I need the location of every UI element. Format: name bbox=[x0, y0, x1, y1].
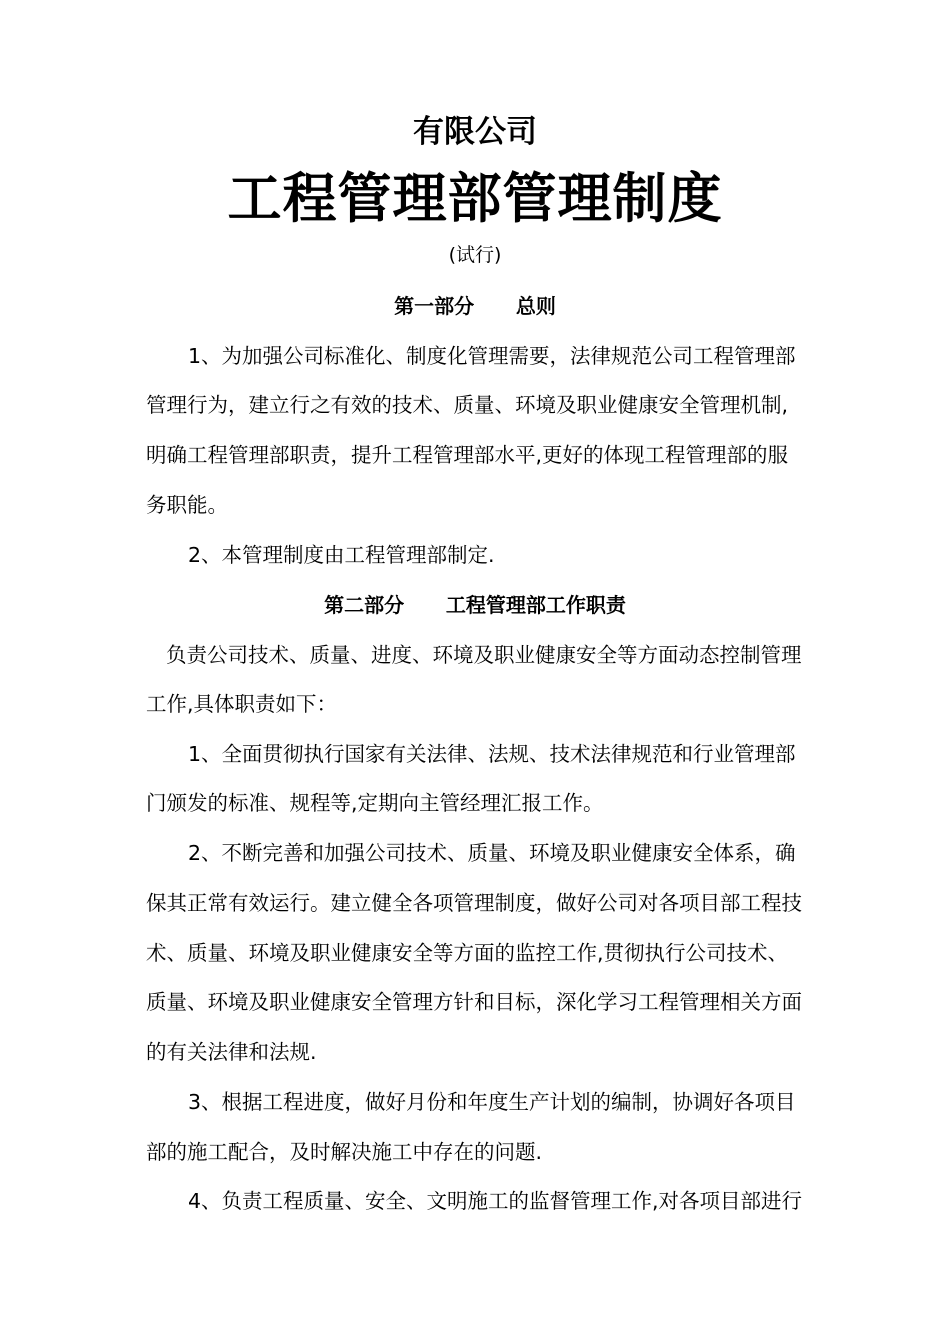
paragraph-line: 管理行为，建立行之有效的技术、质量、环境及职业健康安全管理机制, bbox=[146, 393, 789, 417]
paragraph-line: 1、全面贯彻执行国家有关法律、法规、技术法律规范和行业管理部 bbox=[188, 742, 796, 766]
paragraph-line: 3、根据工程进度，做好月份和年度生产计划的编制，协调好各项目 bbox=[188, 1090, 796, 1114]
paragraph-line: 1、为加强公司标准化、制度化管理需要，法律规范公司工程管理部 bbox=[188, 344, 796, 368]
part1-heading: 第一部分 总则 bbox=[394, 294, 556, 318]
paragraph-line: 保其正常有效运行。建立健全各项管理制度，做好公司对各项目部工程技 bbox=[146, 891, 802, 915]
paragraph-line: 的有关法律和法规. bbox=[146, 1040, 317, 1064]
part2-heading: 第二部分 工程管理部工作职责 bbox=[324, 593, 626, 617]
paragraph-line: 4、负责工程质量、安全、文明施工的监督管理工作,对各项目部进行 bbox=[188, 1189, 803, 1213]
paragraph-line: 工作,具体职责如下： bbox=[146, 692, 338, 716]
paragraph-line: 门颁发的标准、规程等,定期向主管经理汇报工作。 bbox=[146, 791, 604, 815]
paragraph-line: 明确工程管理部职责，提升工程管理部水平,更好的体现工程管理部的服 bbox=[146, 443, 789, 467]
paragraph-line: 术、质量、环境及职业健康安全等方面的监控工作,贯彻执行公司技术、 bbox=[146, 941, 789, 965]
document-title: 工程管理部管理制度 bbox=[227, 166, 723, 230]
paragraph-line: 2、本管理制度由工程管理部制定. bbox=[188, 543, 495, 567]
document-subtitle: (试行) bbox=[448, 244, 502, 266]
paragraph-line: 务职能。 bbox=[146, 493, 228, 517]
company-name: 有限公司 bbox=[413, 114, 537, 150]
paragraph-line: 2、不断完善和加强公司技术、质量、环境及职业健康安全体系，确 bbox=[188, 841, 796, 865]
paragraph-line: 负责公司技术、质量、进度、环境及职业健康安全等方面动态控制管理 bbox=[166, 643, 802, 667]
paragraph-line: 部的施工配合，及时解决施工中存在的问题. bbox=[146, 1140, 543, 1164]
paragraph-line: 质量、环境及职业健康安全管理方针和目标，深化学习工程管理相关方面 bbox=[146, 990, 802, 1014]
